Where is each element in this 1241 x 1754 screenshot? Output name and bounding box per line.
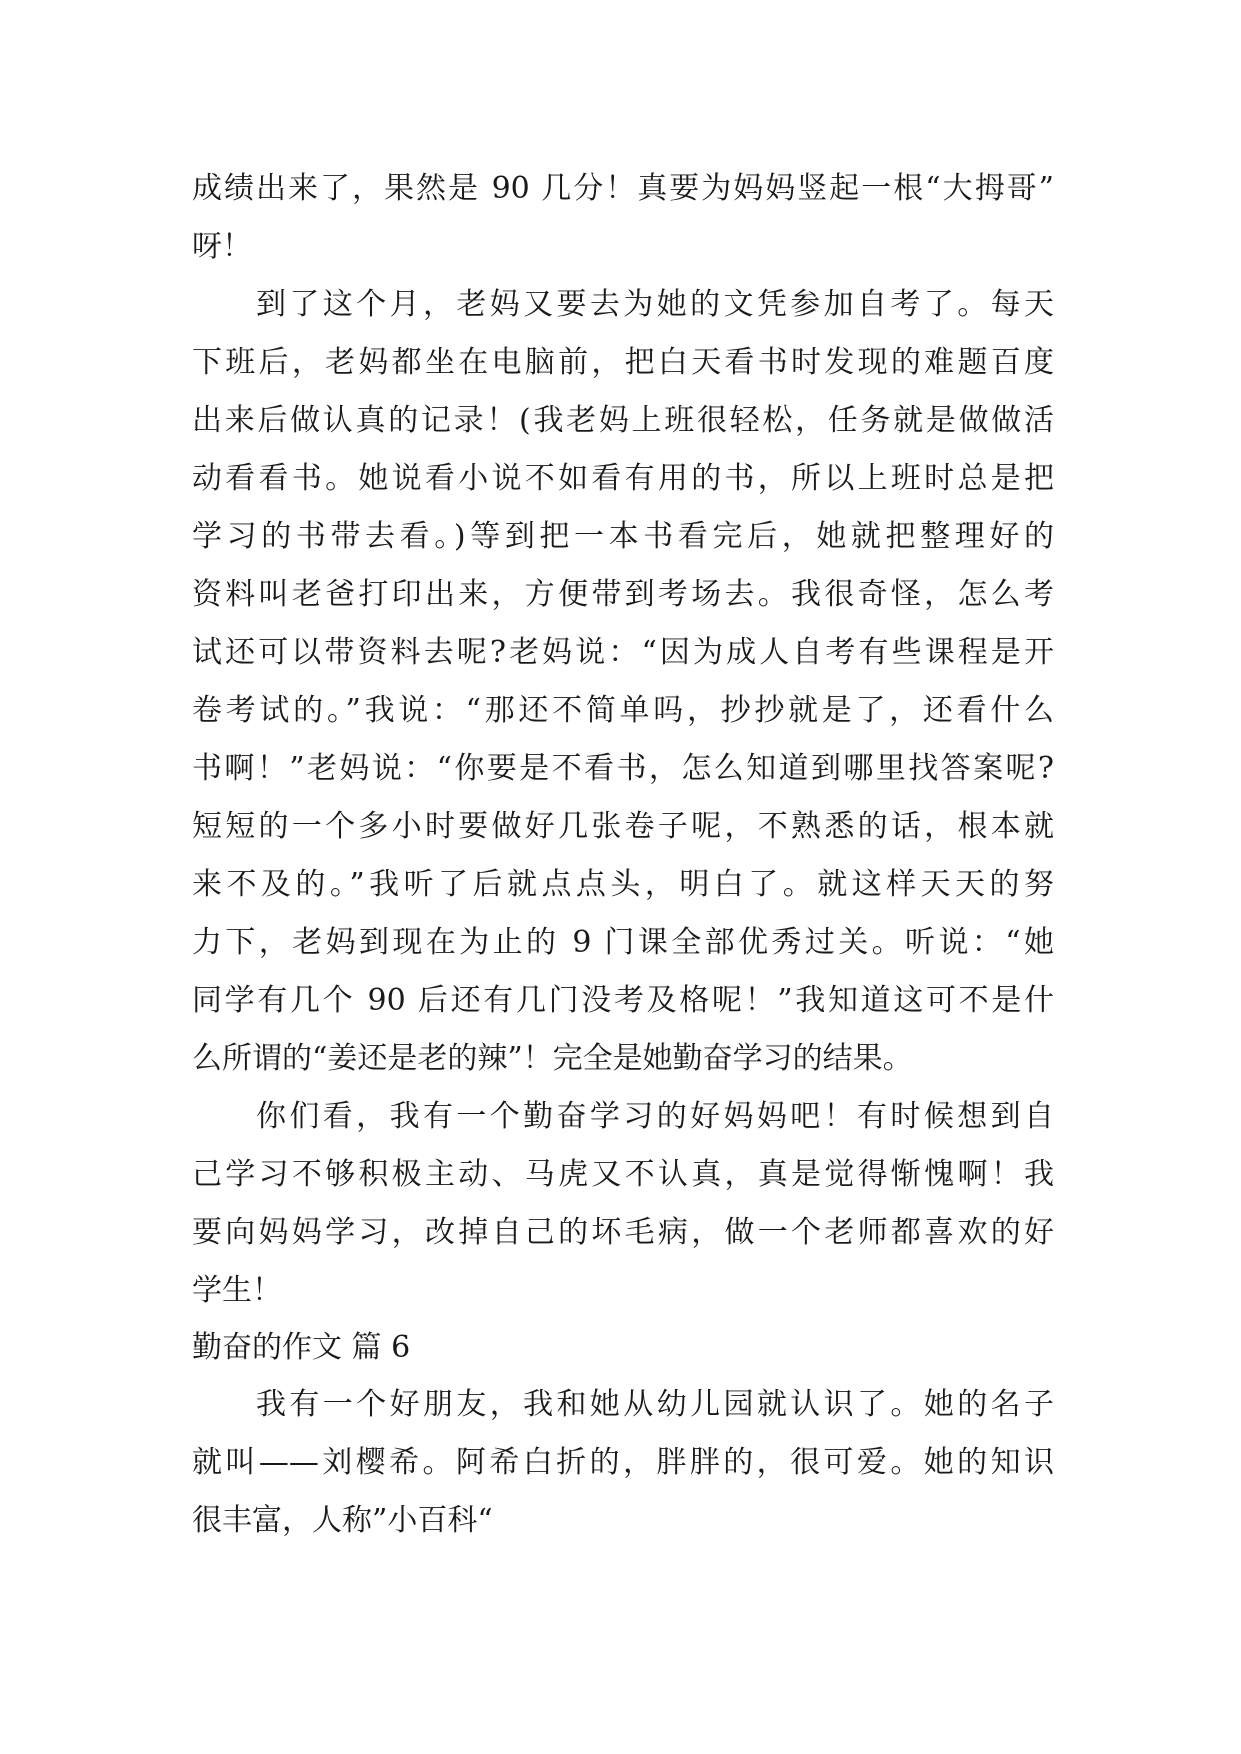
text-line: 下班后，老妈都坐在电脑前，把白天看书时发现的难题百度 [192,345,1054,380]
document-page [192,160,1054,1550]
text-line: 己学习不够积极主动、马虎又不认真，真是觉得惭愧啊！我 [192,1157,1054,1192]
text-line: 短短的一个多小时要做好几张卷子呢，不熟悉的话，根本就 [192,809,1054,844]
text-line: 同学有几个 90 后还有几门没考及格呢！”我知道这可不是什 [192,983,1054,1018]
text-line: 成绩出来了，果然是 90 几分！真要为妈妈竖起一根“大拇哥” [192,171,1054,206]
text-line: 我有一个好朋友，我和她从幼儿园就认识了。她的名子 [256,1387,1054,1422]
text-line: 很丰富，人称”小百科“ [192,1503,493,1538]
text-line: 呀！ [192,229,252,264]
text-line: 书啊！”老妈说：“你要是不看书，怎么知道到哪里找答案呢? [192,751,1054,786]
text-line: 力下，老妈到现在为止的 9 门课全部优秀过关。听说：“她 [192,925,1054,960]
paragraph [192,160,1054,276]
paragraph [192,1376,1054,1550]
paragraph [192,276,1054,1088]
text-line: 来不及的。”我听了后就点点头，明白了。就这样天天的努 [192,867,1054,902]
text-line: 资料叫老爸打印出来，方便带到考场去。我很奇怪，怎么考 [192,577,1054,612]
text-line: 么所谓的“姜还是老的辣”！完全是她勤奋学习的结果。 [192,1041,913,1076]
paragraph [192,1088,1054,1320]
text-line: 卷考试的。”我说：“那还不简单吗，抄抄就是了，还看什么 [192,693,1054,728]
text-line: 出来后做认真的记录！(我老妈上班很轻松，任务就是做做活 [192,403,1054,438]
text-line: 要向妈妈学习，改掉自己的坏毛病，做一个老师都喜欢的好 [192,1215,1054,1250]
text-line: 你们看，我有一个勤奋学习的好妈妈吧！有时候想到自 [256,1099,1054,1134]
text-line: 学习的书带去看。)等到把一本书看完后，她就把整理好的 [192,519,1054,554]
section-heading: 勤奋的作文 篇 6 [192,1330,411,1365]
text-line: 到了这个月，老妈又要去为她的文凭参加自考了。每天 [256,287,1054,322]
text-line: 学生！ [192,1273,282,1308]
text-line: 动看看书。她说看小说不如看有用的书，所以上班时总是把 [192,461,1054,496]
text-line: 就叫——刘樱希。阿希白折的，胖胖的，很可爱。她的知识 [192,1445,1054,1480]
text-line: 试还可以带资料去呢?老妈说：“因为成人自考有些课程是开 [192,635,1054,670]
